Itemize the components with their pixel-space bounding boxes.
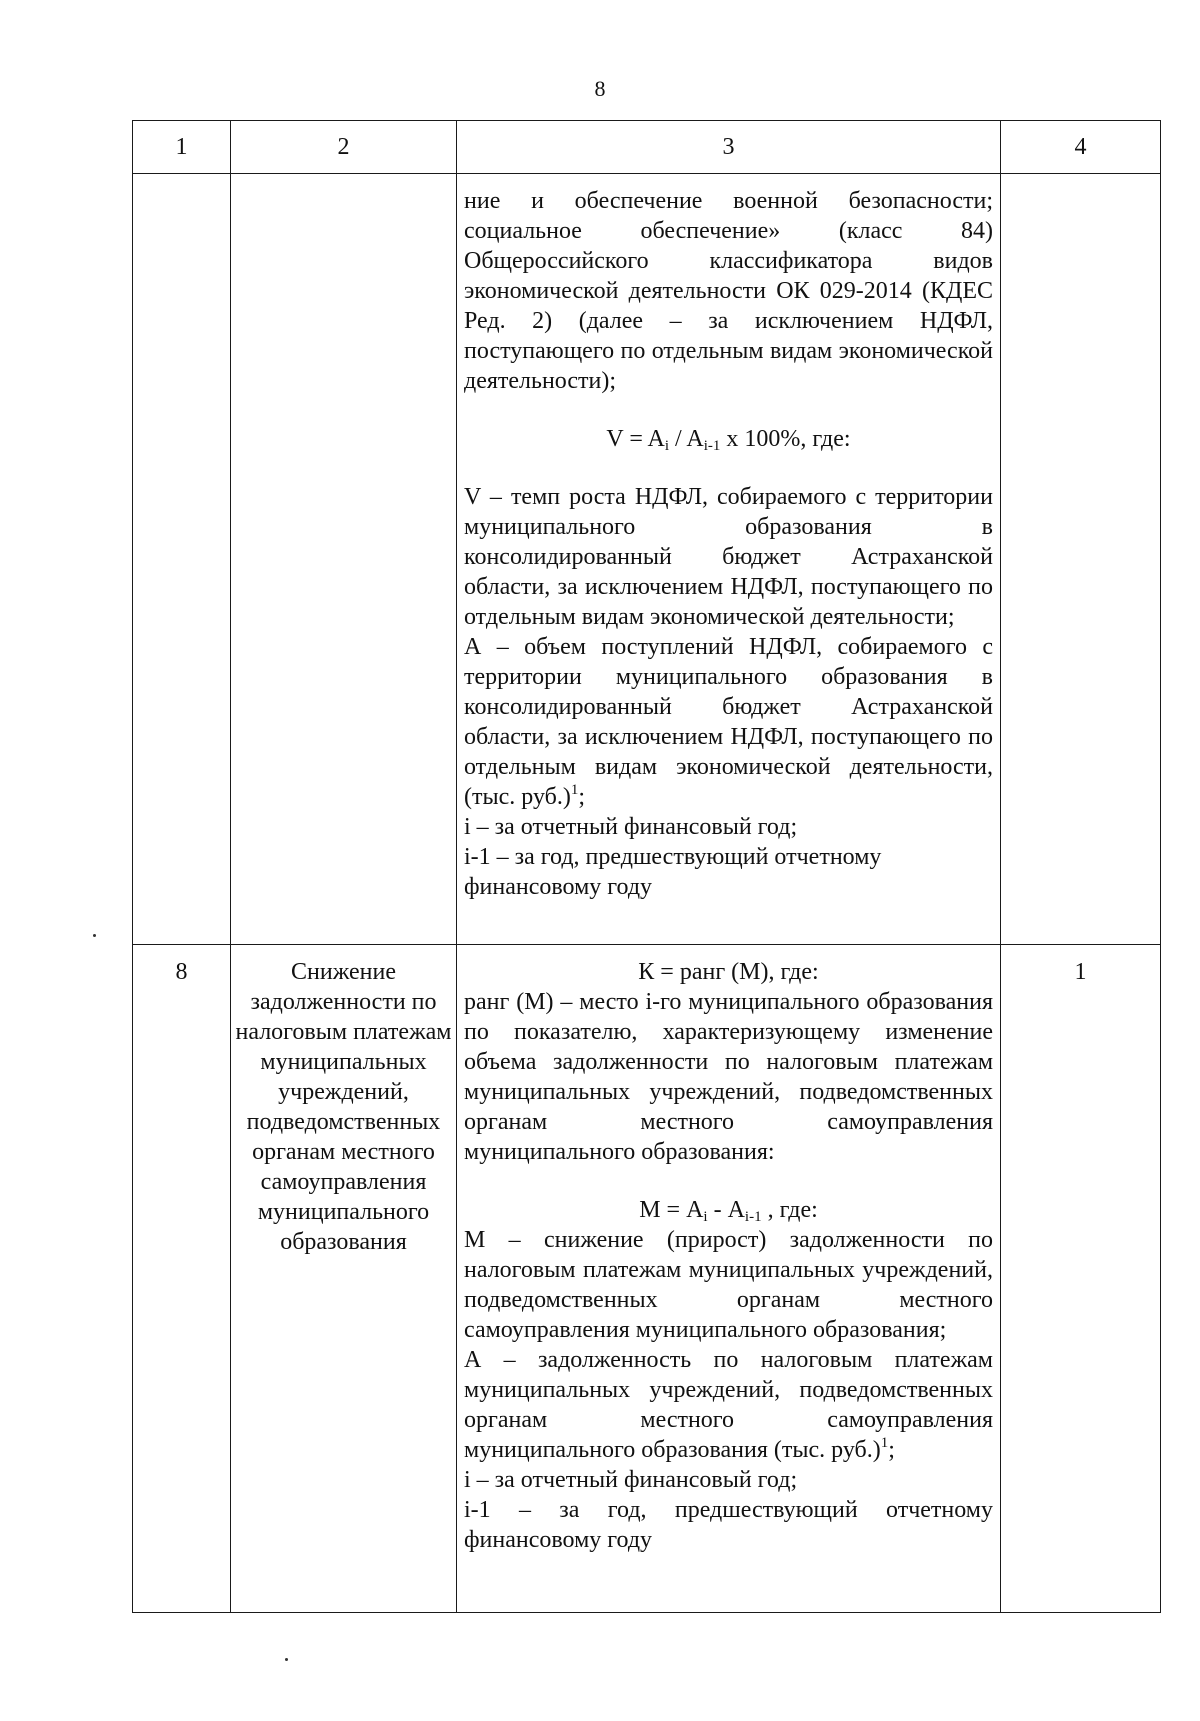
footnote-mark-8: 1 bbox=[880, 1435, 889, 1451]
criterion-weight: 1 bbox=[1001, 945, 1161, 1613]
criterion-name: Снижение задолженности по налоговым платежам муниципальных учреждений, подведомственных органам местного самоуправления муниципального образования bbox=[231, 945, 457, 1613]
rank-description: ранг (М) – место i-го муниципального образования по показателю, характеризующему изменение объема задолженности по налоговым платежам муниципальных учреждений, подведомственных органам местного самоуправления муниципального образования: bbox=[464, 989, 993, 1165]
cell-method-8 bbox=[457, 945, 1001, 1613]
scan-speck bbox=[93, 934, 96, 937]
formula-k: К = ранг (М), где: bbox=[638, 959, 819, 985]
definition-i-1-8: i-1 – за год, предшествующий отчетному финансовому году bbox=[464, 1497, 993, 1553]
column-header-2: 2 bbox=[231, 121, 457, 174]
footnote-mark: 1 bbox=[570, 782, 579, 798]
definition-i: i – за отчетный финансовый год; bbox=[464, 814, 798, 840]
column-header-4: 4 bbox=[1001, 121, 1161, 174]
cell-name-empty bbox=[231, 174, 457, 945]
column-header-3: 3 bbox=[457, 121, 1001, 174]
table-row-continued bbox=[133, 174, 1161, 945]
cell-method-continued bbox=[457, 174, 1001, 945]
definition-v: V – темп роста НДФЛ, собираемого с территории муниципального образования в консолидированный бюджет Астраханской области, за исключением НДФЛ, поступающего по отдельным видам экономической деятельности; bbox=[464, 484, 993, 630]
header-row bbox=[133, 121, 1161, 174]
column-header-1: 1 bbox=[133, 121, 231, 174]
scan-speck bbox=[285, 1658, 288, 1661]
definition-m: М – снижение (прирост) задолженности по налоговым платежам муниципальных учреждений, подведомственных органам местного самоуправления муниципального образования; bbox=[464, 1227, 993, 1343]
table-row-8 bbox=[133, 945, 1161, 1613]
formula-v: $V = A_i / A_{i-1}$ x 100%, где: bbox=[606, 426, 851, 454]
definition-a: А – объем поступлений НДФЛ, собираемого с территории муниципального образования в консолидированный бюджет Астраханской области, за исключением НДФЛ, поступающего по отдельным видам экономической деятельности, (тыс. руб.)$^1$; bbox=[464, 634, 993, 810]
criteria-table bbox=[132, 120, 1161, 1613]
definition-i-1: i-1 – за год, предшествующий отчетному финансовому году bbox=[464, 844, 882, 900]
page-number: 8 bbox=[594, 76, 606, 101]
definition-a-8: А – задолженность по налоговым платежам муниципальных учреждений, подведомственных органам местного самоуправления муниципального образования (тыс. руб.)$^1$; bbox=[464, 1347, 993, 1463]
cell-weight-empty bbox=[1001, 174, 1161, 945]
description-text: ние и обеспечение военной безопасности; социальное обеспечение» (класс 84) Общероссийского классификатора видов экономической деятельности ОК 029-2014 (КДЕС Ред. 2) (далее – за исключением НДФЛ, поступающего по отдельным видам экономической деятельности); bbox=[464, 188, 993, 394]
row-number: 8 bbox=[133, 945, 231, 1613]
formula-m: $М = А_i - А_{i-1}$ , где: bbox=[639, 1197, 818, 1225]
definition-i-8: i – за отчетный финансовый год; bbox=[464, 1467, 798, 1493]
cell-number-empty bbox=[133, 174, 231, 945]
